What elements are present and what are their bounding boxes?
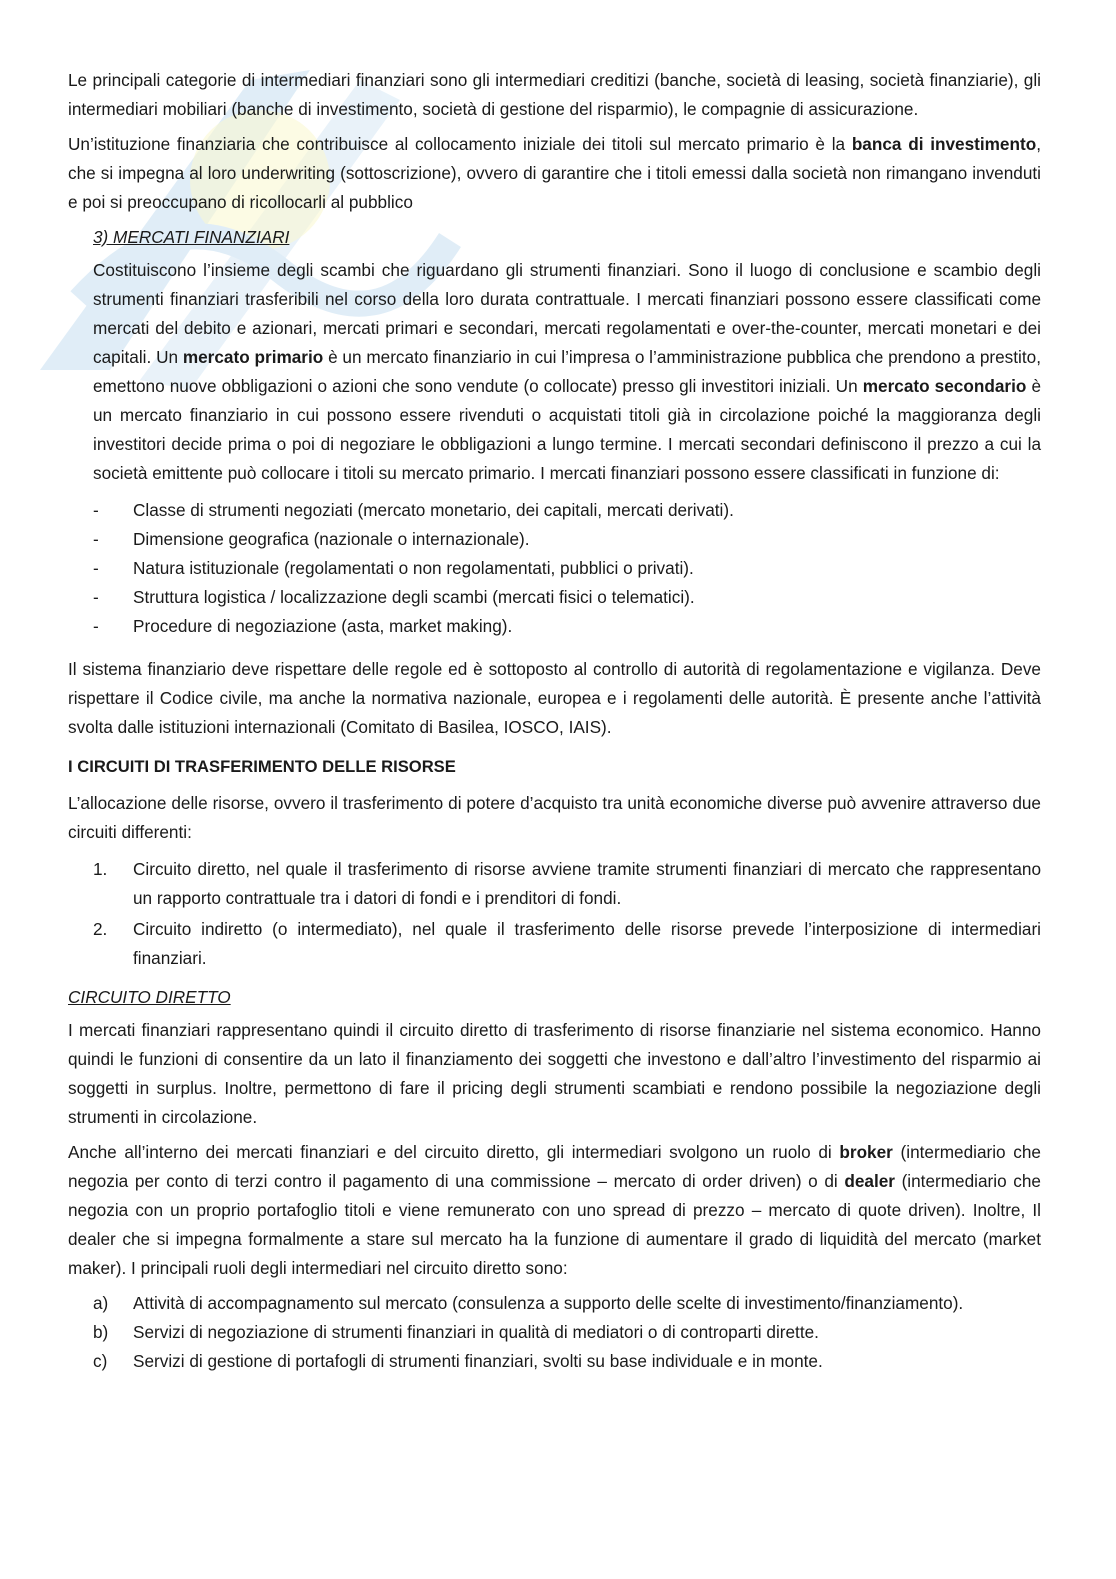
dash-marker: - [93,616,99,636]
paragraph: Il sistema finanziario deve rispettare delle regole ed è sottoposto al controllo di autorità di regolamentazione e vigilanza. Deve rispettare il Codice civile, ma anche la normativa nazionale, europea e i regolamenti delle autorità. È presente anche l’attività svolta dalle istituzioni internazionali (Comitato di Basilea, IOSCO, IAIS). [68,659,1041,737]
section-heading: I CIRCUITI DI TRASFERIMENTO DELLE RISORSE [68,757,456,776]
list-item: 1. Circuito diretto, nel quale il trasferimento di risorse avviene tramite strumenti finanziari di mercato che rappresentano un rapporto contrattuale tra i datori di fondi e i prenditori di fondi. [93,859,1041,908]
list-item: - Struttura logistica / localizzazione degli scambi (mercati fisici o telematici). [93,583,1041,612]
paragraph [68,1138,1041,1283]
list-item: c) Servizi di gestione di portafogli di strumenti finanziari, svolti su base individuale e in monte. [93,1351,823,1371]
bold-term: banca di investimento [851,134,1037,154]
bold-term: dealer [844,1171,895,1191]
dash-marker: - [93,500,99,520]
paragraph [68,256,1041,488]
list-item: a) Attività di accompagnamento sul mercato (consulenza a supporto delle scelte di investimento/finanziamento). [93,1293,964,1313]
dash-marker: - [93,587,99,607]
list-item: - Dimensione geografica (nazionale o internazionale). [93,525,1041,554]
list-item: - Classe di strumenti negoziati (mercato monetario, dei capitali, mercati derivati). [93,496,1041,525]
text-run: è un mercato finanziario in cui possono essere rivenduti o acquistati titoli già in circolazione poiché la maggioranza degli investitori decide prima o poi di negoziare le obbligazioni a lungo termine. I mercati secondari definiscono il prezzo a cui la società emittente può collocare i titoli su mercato primario. I mercati finanziari possono essere classificati in funzione di: [93,376,1042,483]
text-run: Costituiscono l’insieme degli scambi che riguardano gli strumenti finanziari. Sono il luogo di conclusione e scambio degli strumenti finanziari trasferibili nel corso della loro durata contrattuale. I mercati finanziari possono essere classificati come mercati del debito e azionari, mercati primari e secondari, mercati regolamentati e over-the-counter, mercati monetari e dei capitali. Un [93,260,1041,367]
paragraph: I mercati finanziari rappresentano quindi il circuito diretto di trasferimento di risorse finanziarie nel sistema economico. Hanno quindi le funzioni di consentire da un lato il finanziamento dei soggetti che investono e dall’altro l’investimento del risparmio ai soggetti in surplus. Inoltre, permettono di fare il pricing degli strumenti scambiati e rendono possibile la negoziazione degli strumenti in circolazione. [68,1020,1041,1127]
text-run: è un mercato finanziario in cui l’impresa o l’amministrazione pubblica che prendono a prestito, emettono nuove obbligazioni o azioni che sono vendute (o collocate) presso gli investitori iniziali. Un [93,347,1041,396]
paragraph: L’allocazione delle risorse, ovvero il trasferimento di potere d’acquisto tra unità economiche diverse può avvenire attraverso due circuiti differenti: [68,793,1041,842]
section-heading: CIRCUITO DIRETTO [68,987,231,1007]
bullet-list [68,496,1041,641]
list-item: b) Servizi di negoziazione di strumenti finanziari in qualità di mediatori o di controparti dirette. [93,1322,819,1342]
paragraph [68,130,1041,217]
text-run: Anche all’interno dei mercati finanziari e del circuito diretto, gli intermediari svolgono un ruolo di [68,1142,840,1162]
text-run: (intermediario che negozia per conto di terzi contro il pagamento di una commissione – mercato di order driven) o di [68,1142,1041,1191]
text-run: , che si impegna al loro underwriting (sottoscrizione), ovvero di garantire che i titoli emessi dalla società non rimangano invenduti e poi si preoccupano di ricollocarli al pubblico [68,134,1041,212]
section-heading: 3) MERCATI FINANZIARI [93,227,290,247]
lettered-list [68,1289,1041,1376]
bold-term: mercato secondario [862,376,1027,396]
dash-marker: - [93,529,99,549]
bold-term: mercato primario [182,347,324,367]
list-item: 2. Circuito indiretto (o intermediato), nel quale il trasferimento delle risorse prevede l’interposizione di intermediari finanziari. [93,919,1041,968]
list-item: - Natura istituzionale (regolamentati o non regolamentati, pubblici o privati). [93,554,1041,583]
text-run: Un’istituzione finanziaria che contribuisce al collocamento iniziale dei titoli sul mercato primario è la [68,134,852,154]
list-item: - Procedure di negoziazione (asta, market making). [93,612,1041,641]
bold-term: broker [839,1142,893,1162]
text-run: (intermediario che negozia con un proprio portafoglio titoli e viene remunerato con uno spread di prezzo – mercato di quote driven). Inoltre, Il dealer che si impegna formalmente a stare sul mercato ha la funzione di aumentare il grado di liquidità del mercato (market maker). I principali ruoli degli intermediari nel circuito diretto sono: [68,1171,1041,1278]
dash-marker: - [93,558,99,578]
paragraph: Le principali categorie di intermediari finanziari sono gli intermediari creditizi (banche, società di leasing, società finanziarie), gli intermediari mobiliari (banche di investimento, società di gestione del risparmio), le compagnie di assicurazione. [68,70,1041,119]
numbered-list [68,855,1041,973]
